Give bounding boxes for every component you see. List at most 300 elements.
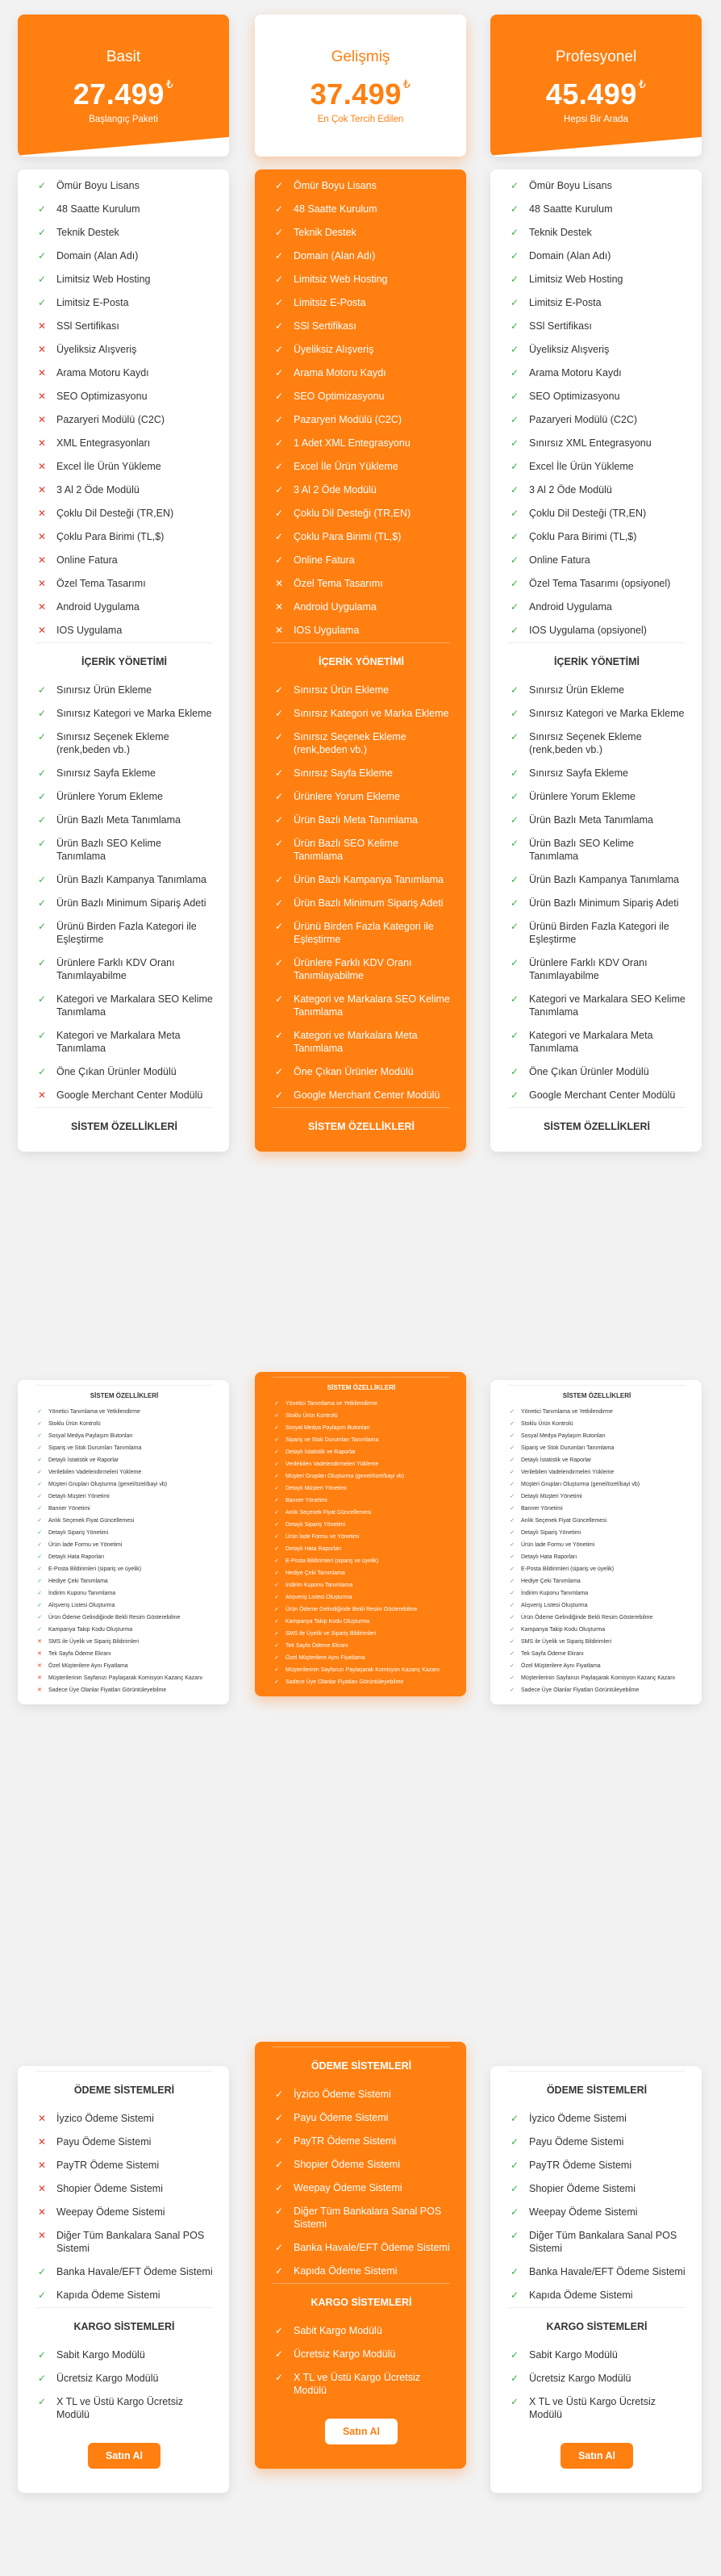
section-title-content: İÇERİK YÖNETİMİ — [508, 642, 686, 679]
plan-header — [255, 15, 466, 157]
plan-subtitle: Hepsi Bir Arada — [564, 115, 628, 124]
payment-item — [508, 2224, 686, 2260]
system-item — [273, 1543, 450, 1555]
system-label: Müşteri Grupları Oluşturma (genel/özel/bayi vb) — [521, 1482, 640, 1487]
system-item — [508, 1430, 686, 1442]
check-icon: ✓ — [274, 2348, 284, 2360]
feature-item — [508, 549, 686, 572]
content-label: Kategori ve Markalara Meta Tanımlama — [294, 1030, 418, 1054]
feature-list — [35, 174, 213, 642]
content-label: Ürünü Birden Fazla Kategori ile Eşleştirme — [294, 921, 434, 945]
cross-icon: ✕ — [37, 2206, 47, 2218]
check-icon: ✓ — [274, 731, 284, 742]
check-icon: ✓ — [274, 1486, 279, 1491]
system-item — [508, 1503, 686, 1515]
feature-label: Domain (Alan Adı) — [294, 250, 376, 261]
check-icon: ✓ — [510, 1591, 515, 1596]
content-label: Sınırsız Ürün Ekleme — [529, 684, 625, 696]
content-label: Google Merchant Center Modülü — [529, 1089, 676, 1101]
check-icon: ✓ — [510, 601, 519, 613]
cross-icon: ✕ — [37, 2183, 47, 2194]
check-icon: ✓ — [510, 684, 519, 696]
feature-label: Online Fatura — [529, 554, 590, 566]
check-icon: ✓ — [274, 1595, 279, 1600]
feature-label: SEO Optimizasyonu — [294, 391, 385, 402]
feature-label: Limitsiz Web Hosting — [529, 274, 623, 285]
check-icon: ✓ — [274, 1089, 284, 1101]
feature-label: Özel Tema Tasarımı (opsiyonel) — [529, 578, 671, 589]
check-icon: ✓ — [510, 2349, 519, 2361]
content-label: Ürün Bazlı Meta Tanımlama — [529, 814, 653, 826]
system-item — [35, 1430, 213, 1442]
system-item — [508, 1624, 686, 1636]
feature-item — [273, 502, 450, 525]
cross-icon: ✕ — [37, 2230, 47, 2241]
content-label: Google Merchant Center Modülü — [294, 1089, 440, 1101]
check-icon: ✓ — [510, 1615, 515, 1620]
check-icon: ✓ — [510, 1506, 515, 1512]
check-icon: ✓ — [274, 1619, 279, 1625]
system-label: Sosyal Medya Paylaşım Butonları — [521, 1433, 606, 1439]
content-item — [273, 868, 450, 892]
system-item — [273, 1676, 450, 1688]
check-icon: ✓ — [510, 1530, 515, 1536]
check-icon: ✓ — [37, 684, 47, 696]
feature-label: Limitsiz Web Hosting — [294, 274, 388, 285]
feature-item — [273, 385, 450, 408]
payment-label: Banka Havale/EFT Ödeme Sistemi — [56, 2266, 213, 2277]
feature-item — [508, 572, 686, 596]
feature-item — [508, 619, 686, 642]
check-icon: ✓ — [510, 1421, 515, 1427]
payment-item — [508, 2154, 686, 2177]
content-item — [35, 988, 213, 1024]
check-icon: ✓ — [510, 508, 519, 519]
check-icon: ✓ — [274, 180, 284, 191]
check-icon: ✓ — [510, 203, 519, 215]
check-icon: ✓ — [37, 203, 47, 215]
content-item — [508, 702, 686, 726]
payment-item — [273, 2236, 450, 2260]
plan-name: Profesyonel — [555, 48, 637, 65]
content-label: Ürünlere Farklı KDV Oranı Tanımlayabilme — [294, 957, 412, 981]
section-title-system: SİSTEM ÖZELLİKLERİ — [35, 1385, 213, 1406]
system-item — [35, 1575, 213, 1587]
system-label: Ürün Ödeme Gelindiğinde Bekli Resim Gösterebilme — [285, 1607, 418, 1612]
check-icon: ✓ — [274, 1607, 279, 1612]
buy-button-wrap — [35, 2427, 213, 2485]
cross-icon: ✕ — [37, 1687, 42, 1693]
payment-item — [273, 2106, 450, 2130]
feature-label: Teknik Destek — [529, 227, 592, 238]
payment-label: Weepay Ödeme Sistemi — [56, 2206, 165, 2218]
check-icon: ✓ — [37, 1603, 42, 1608]
cross-icon: ✕ — [274, 625, 284, 636]
system-label: E-Posta Bildirimleri (sipariş ve üyelik) — [521, 1566, 615, 1572]
buy-button[interactable]: Satın Al — [88, 2443, 160, 2469]
system-label: İndirim Kuponu Tanımlama — [521, 1591, 589, 1596]
system-item — [35, 1515, 213, 1527]
check-icon: ✓ — [274, 2089, 284, 2100]
check-icon: ✓ — [510, 2396, 519, 2407]
plan-subtitle: En Çok Tercih Edilen — [317, 115, 404, 124]
check-icon: ✓ — [510, 838, 519, 849]
system-label: Sadece Üye Olanlar Fiyatları Görüntüleyebilme — [48, 1687, 167, 1693]
feature-label: Online Fatura — [56, 554, 118, 566]
feature-label: Üyeliksiz Alışveriş — [56, 344, 137, 355]
feature-item — [273, 432, 450, 455]
system-label: Hediye Çeki Tanımlama — [521, 1579, 581, 1584]
feature-label: Excel İle Ürün Yükleme — [56, 461, 161, 472]
check-icon: ✓ — [274, 993, 284, 1005]
plan-header-top — [255, 15, 466, 136]
cross-icon: ✕ — [37, 1651, 42, 1657]
system-item — [508, 1587, 686, 1600]
cargo-label: Ücretsiz Kargo Modülü — [529, 2373, 631, 2384]
system-item — [508, 1612, 686, 1624]
feature-item — [273, 362, 450, 385]
payment-label: Diğer Tüm Bankalara Sanal POS Sistemi — [294, 2206, 442, 2230]
system-item — [508, 1527, 686, 1539]
check-icon: ✓ — [274, 391, 284, 402]
content-label: Google Merchant Center Modülü — [56, 1089, 203, 1101]
content-item — [273, 809, 450, 832]
cargo-list — [273, 2319, 450, 2402]
check-icon: ✓ — [37, 731, 47, 742]
payment-item — [508, 2177, 686, 2201]
feature-label: SSl Sertifikası — [56, 320, 119, 332]
system-item — [273, 1628, 450, 1640]
check-icon: ✓ — [37, 1030, 47, 1041]
check-icon: ✓ — [510, 274, 519, 285]
system-item — [273, 1555, 450, 1567]
content-label: Ürün Bazlı Meta Tanımlama — [294, 814, 418, 826]
cross-icon: ✕ — [37, 1089, 47, 1101]
system-item — [35, 1454, 213, 1466]
system-item — [35, 1648, 213, 1660]
cross-icon: ✕ — [37, 320, 47, 332]
system-item — [273, 1567, 450, 1579]
content-item — [273, 679, 450, 702]
content-label: Sınırsız Sayfa Ekleme — [294, 767, 393, 779]
system-item — [35, 1660, 213, 1672]
check-icon: ✓ — [37, 1433, 42, 1439]
check-icon: ✓ — [510, 531, 519, 542]
feature-item — [35, 549, 213, 572]
check-icon: ✓ — [37, 180, 47, 191]
feature-item — [35, 221, 213, 245]
check-icon: ✓ — [274, 531, 284, 542]
system-item — [273, 1434, 450, 1446]
system-item — [273, 1495, 450, 1507]
feature-label: Çoklu Dil Desteği (TR,EN) — [529, 508, 647, 519]
currency-symbol: ₺ — [402, 77, 411, 90]
check-icon: ✓ — [274, 250, 284, 261]
system-item — [273, 1664, 450, 1676]
feature-item — [508, 198, 686, 221]
feature-item — [273, 315, 450, 338]
content-item — [508, 832, 686, 868]
system-item — [508, 1660, 686, 1672]
check-icon: ✓ — [510, 957, 519, 968]
cargo-item — [273, 2366, 450, 2402]
feature-item — [35, 408, 213, 432]
content-item — [35, 868, 213, 892]
cargo-item — [508, 2390, 686, 2427]
system-label: Müşterilerinin Sayfanızı Paylaşarak Komisyon Kazanç Kazanı — [285, 1667, 440, 1673]
content-label: Sınırsız Sayfa Ekleme — [56, 767, 156, 779]
feature-item — [273, 408, 450, 432]
feature-label: Android Uygulama — [294, 601, 377, 613]
payment-label: Kapıda Ödeme Sistemi — [56, 2290, 160, 2301]
system-item — [508, 1684, 686, 1696]
feature-item — [35, 502, 213, 525]
cargo-item — [273, 2343, 450, 2366]
feature-item — [508, 525, 686, 549]
system-item — [35, 1684, 213, 1696]
check-icon: ✓ — [274, 1030, 284, 1041]
check-icon: ✓ — [510, 1457, 515, 1463]
system-card — [18, 1380, 229, 1704]
cross-icon: ✕ — [37, 1639, 42, 1645]
check-icon: ✓ — [37, 838, 47, 849]
feature-label: XML Entegrasyonları — [56, 437, 151, 449]
feature-label: Çoklu Para Birimi (TL,$) — [294, 531, 402, 542]
system-item — [508, 1491, 686, 1503]
content-label: Ürünlere Yorum Ekleme — [529, 791, 636, 802]
system-item — [35, 1636, 213, 1648]
buy-button[interactable]: Satın Al — [325, 2419, 398, 2444]
check-icon: ✓ — [37, 250, 47, 261]
feature-item — [273, 525, 450, 549]
feature-item — [508, 596, 686, 619]
plan-price — [255, 77, 466, 111]
feature-item — [273, 479, 450, 502]
system-label: Verilebilen Vadelendirmeleri Yükleme — [48, 1470, 142, 1475]
content-item — [508, 1024, 686, 1060]
payment-label: Kapıda Ödeme Sistemi — [294, 2265, 398, 2277]
cross-icon: ✕ — [37, 1663, 42, 1669]
buy-button[interactable]: Satın Al — [561, 2443, 633, 2469]
content-item — [35, 785, 213, 809]
feature-item — [508, 455, 686, 479]
feature-label: Android Uygulama — [529, 601, 612, 613]
check-icon: ✓ — [274, 874, 284, 885]
payment-card — [255, 2042, 466, 2469]
system-item — [508, 1406, 686, 1418]
content-label: Kategori ve Markalara SEO Kelime Tanımlama — [294, 993, 450, 1018]
system-label: Hediye Çeki Tanımlama — [48, 1579, 108, 1584]
check-icon: ✓ — [37, 957, 47, 968]
content-item — [35, 951, 213, 988]
system-item — [508, 1454, 686, 1466]
check-icon: ✓ — [37, 2290, 47, 2301]
check-icon: ✓ — [510, 2160, 519, 2171]
feature-label: Sınırsız XML Entegrasyonu — [529, 437, 652, 449]
check-icon: ✓ — [510, 367, 519, 378]
check-icon: ✓ — [37, 1482, 42, 1487]
check-icon: ✓ — [274, 897, 284, 909]
check-icon: ✓ — [274, 2372, 284, 2383]
system-label: Detaylı Sipariş Yönetimi — [285, 1522, 346, 1528]
check-icon: ✓ — [37, 874, 47, 885]
feature-label: Özel Tema Tasarımı — [56, 578, 146, 589]
cargo-item — [35, 2367, 213, 2390]
check-icon: ✓ — [274, 484, 284, 496]
feature-item — [35, 479, 213, 502]
system-list — [35, 1406, 213, 1696]
check-icon: ✓ — [37, 1066, 47, 1077]
check-icon: ✓ — [510, 2373, 519, 2384]
payment-label: Diğer Tüm Bankalara Sanal POS Sistemi — [529, 2230, 677, 2254]
check-icon: ✓ — [274, 1558, 279, 1564]
feature-label: 3 Al 2 Öde Modülü — [294, 484, 377, 496]
check-icon: ✓ — [37, 1542, 42, 1548]
check-icon: ✓ — [510, 344, 519, 355]
system-label: Müşteri Grupları Oluşturma (genel/özel/bayi vb) — [285, 1474, 405, 1479]
check-icon: ✓ — [37, 274, 47, 285]
content-item — [35, 702, 213, 726]
check-icon: ✓ — [510, 1445, 515, 1451]
check-icon: ✓ — [510, 1663, 515, 1669]
feature-item — [35, 596, 213, 619]
system-label: Anlık Seçenek Fiyat Güncellemesi — [285, 1510, 372, 1516]
system-item — [35, 1672, 213, 1684]
content-label: Sınırsız Kategori ve Marka Ekleme — [56, 708, 212, 719]
system-label: Sadece Üye Olanlar Fiyatları Görüntüleyebilme — [521, 1687, 640, 1693]
system-item — [35, 1551, 213, 1563]
cargo-label: X TL ve Üstü Kargo Ücretsiz Modülü — [529, 2396, 656, 2420]
system-label: Ürün İade Formu ve Yönetimi — [48, 1542, 123, 1548]
system-label: Detaylı İstatistik ve Raporlar — [521, 1457, 592, 1463]
feature-item — [35, 362, 213, 385]
check-icon: ✓ — [274, 297, 284, 308]
check-icon: ✓ — [510, 1409, 515, 1415]
content-item — [35, 915, 213, 951]
cargo-item — [508, 2367, 686, 2390]
check-icon: ✓ — [510, 2113, 519, 2124]
content-item — [508, 892, 686, 915]
check-icon: ✓ — [274, 921, 284, 932]
plan-header — [490, 15, 702, 157]
check-icon: ✓ — [274, 203, 284, 215]
check-icon: ✓ — [510, 554, 519, 566]
content-item — [35, 1024, 213, 1060]
section-title-system: SİSTEM ÖZELLİKLERİ — [273, 1107, 450, 1144]
payment-item — [508, 2201, 686, 2224]
check-icon: ✓ — [510, 2230, 519, 2241]
check-icon: ✓ — [510, 1675, 515, 1681]
cross-icon: ✕ — [37, 601, 47, 613]
system-label: Yönetici Tanımlama ve Yetkilendirme — [48, 1409, 140, 1415]
feature-label: Android Uygulama — [56, 601, 140, 613]
check-icon: ✓ — [274, 1679, 279, 1685]
feature-item — [508, 221, 686, 245]
cargo-item — [35, 2344, 213, 2367]
header-divider — [490, 136, 702, 157]
cross-icon: ✕ — [37, 554, 47, 566]
system-label: İndirim Kuponu Tanımlama — [285, 1583, 353, 1588]
check-icon: ✓ — [274, 1667, 279, 1673]
check-icon: ✓ — [510, 250, 519, 261]
feature-item — [273, 174, 450, 198]
feature-label: Online Fatura — [294, 554, 355, 566]
payment-item — [273, 2153, 450, 2177]
payment-item — [508, 2260, 686, 2284]
content-label: Ürün Bazlı Kampanya Tanımlama — [294, 874, 444, 885]
feature-item — [273, 291, 450, 315]
check-icon: ✓ — [510, 1518, 515, 1524]
cross-icon: ✕ — [37, 625, 47, 636]
cargo-label: Ücretsiz Kargo Modülü — [56, 2373, 159, 2384]
check-icon: ✓ — [510, 767, 519, 779]
check-icon: ✓ — [274, 1066, 284, 1077]
plan-price — [18, 77, 229, 111]
feature-label: 48 Saatte Kurulum — [294, 203, 377, 215]
cross-icon: ✕ — [37, 2136, 47, 2147]
feature-item — [35, 338, 213, 362]
check-icon: ✓ — [274, 461, 284, 472]
check-icon: ✓ — [274, 414, 284, 425]
system-item — [508, 1442, 686, 1454]
check-icon: ✓ — [510, 1627, 515, 1633]
system-label: Sosyal Medya Paylaşım Butonları — [48, 1433, 133, 1439]
check-icon: ✓ — [37, 1494, 42, 1499]
system-label: Detaylı Sipariş Yönetimi — [48, 1530, 109, 1536]
feature-item — [508, 362, 686, 385]
system-label: Detaylı Hata Raporları — [521, 1554, 577, 1560]
payment-label: Shopier Ödeme Sistemi — [294, 2159, 401, 2170]
content-label: Ürün Bazlı Kampanya Tanımlama — [56, 874, 206, 885]
check-icon: ✓ — [274, 1425, 279, 1431]
system-item — [35, 1418, 213, 1430]
check-icon: ✓ — [274, 2135, 284, 2147]
content-item — [273, 702, 450, 726]
check-icon: ✓ — [510, 1579, 515, 1584]
cross-icon: ✕ — [37, 484, 47, 496]
content-label: Kategori ve Markalara SEO Kelime Tanımlama — [56, 993, 213, 1018]
section-title-payment: ÖDEME SİSTEMLERİ — [508, 2071, 686, 2107]
check-icon: ✓ — [274, 344, 284, 355]
cross-icon: ✕ — [37, 508, 47, 519]
system-item — [273, 1410, 450, 1422]
check-icon: ✓ — [274, 767, 284, 779]
check-icon: ✓ — [37, 1421, 42, 1427]
check-icon: ✓ — [274, 1643, 279, 1649]
check-icon: ✓ — [510, 391, 519, 402]
check-icon: ✓ — [274, 814, 284, 826]
system-item — [273, 1470, 450, 1482]
content-item — [273, 762, 450, 785]
feature-item — [273, 572, 450, 596]
system-label: Yönetici Tanımlama ve Yetkilendirme — [285, 1401, 377, 1407]
check-icon: ✓ — [274, 1474, 279, 1479]
content-item — [35, 726, 213, 762]
check-icon: ✓ — [274, 1534, 279, 1540]
check-icon: ✓ — [274, 2112, 284, 2123]
cargo-label: Sabit Kargo Modülü — [294, 2325, 382, 2336]
system-label: Sipariş ve Stok Durumları Tanımlama — [521, 1445, 615, 1451]
check-icon: ✓ — [37, 1470, 42, 1475]
system-label: Alışveriş Listesi Oluşturma — [285, 1595, 352, 1600]
feature-label: Pazaryeri Modülü (C2C) — [529, 414, 638, 425]
content-label: Ürün Bazlı Minimum Sipariş Adeti — [56, 897, 206, 909]
payment-item — [273, 2200, 450, 2236]
system-item — [508, 1418, 686, 1430]
header-divider — [18, 136, 229, 157]
content-item — [273, 892, 450, 915]
cross-icon: ✕ — [274, 578, 284, 589]
